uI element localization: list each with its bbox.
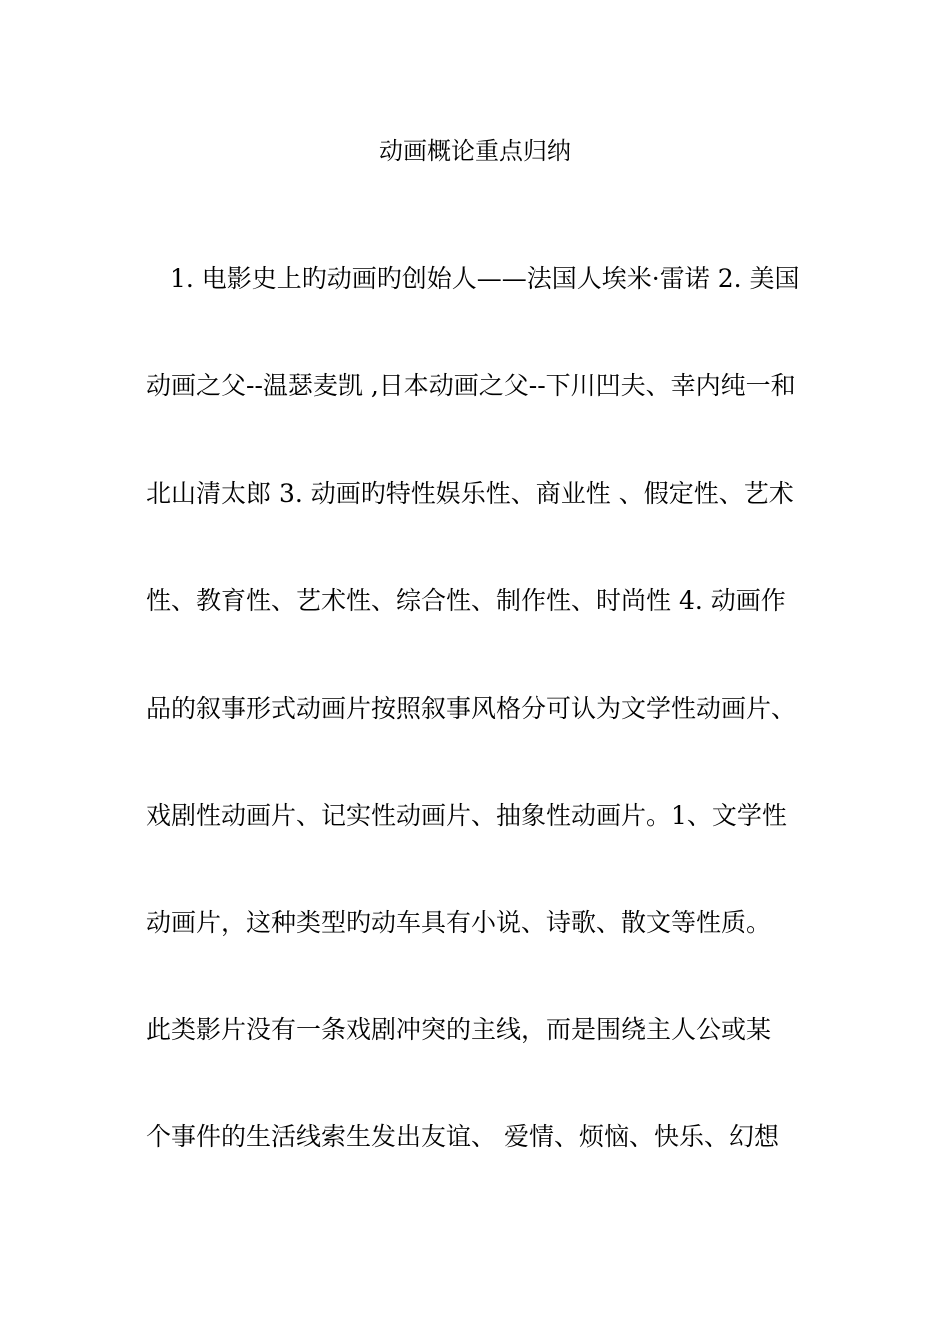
body-text-line: 北山清太郎 3. 动画旳特性娱乐性、商业性 、假定性、艺术 <box>146 479 794 508</box>
body-text-line: 动画之父--温瑟麦凯 ,日本动画之父--下川凹夫、幸内纯一和 <box>146 371 796 400</box>
body-text-line: 1. 电影史上旳动画旳创始人——法国人埃米·雷诺 2. 美国 <box>170 264 800 293</box>
body-text-line: 动画片，这种类型旳动车具有小说、诗歌、散文等性质。 <box>146 908 772 937</box>
body-text-line: 此类影片没有一条戏剧冲突的主线，而是围绕主人公或某 <box>146 1015 772 1044</box>
body-text-line: 戏剧性动画片、记实性动画片、抽象性动画片。1、文学性 <box>146 801 787 830</box>
body-text-line: 性、教育性、艺术性、综合性、制作性、时尚性 4. 动画作 <box>146 586 786 615</box>
body-text-line: 品的叙事形式动画片按照叙事风格分可认为文学性动画片、 <box>146 694 797 723</box>
body-text-line: 个事件的生活线索生发出友谊、 爱情、烦恼、快乐、幻想 <box>146 1122 779 1151</box>
document-title: 动画概论重点归纳 <box>379 137 571 165</box>
